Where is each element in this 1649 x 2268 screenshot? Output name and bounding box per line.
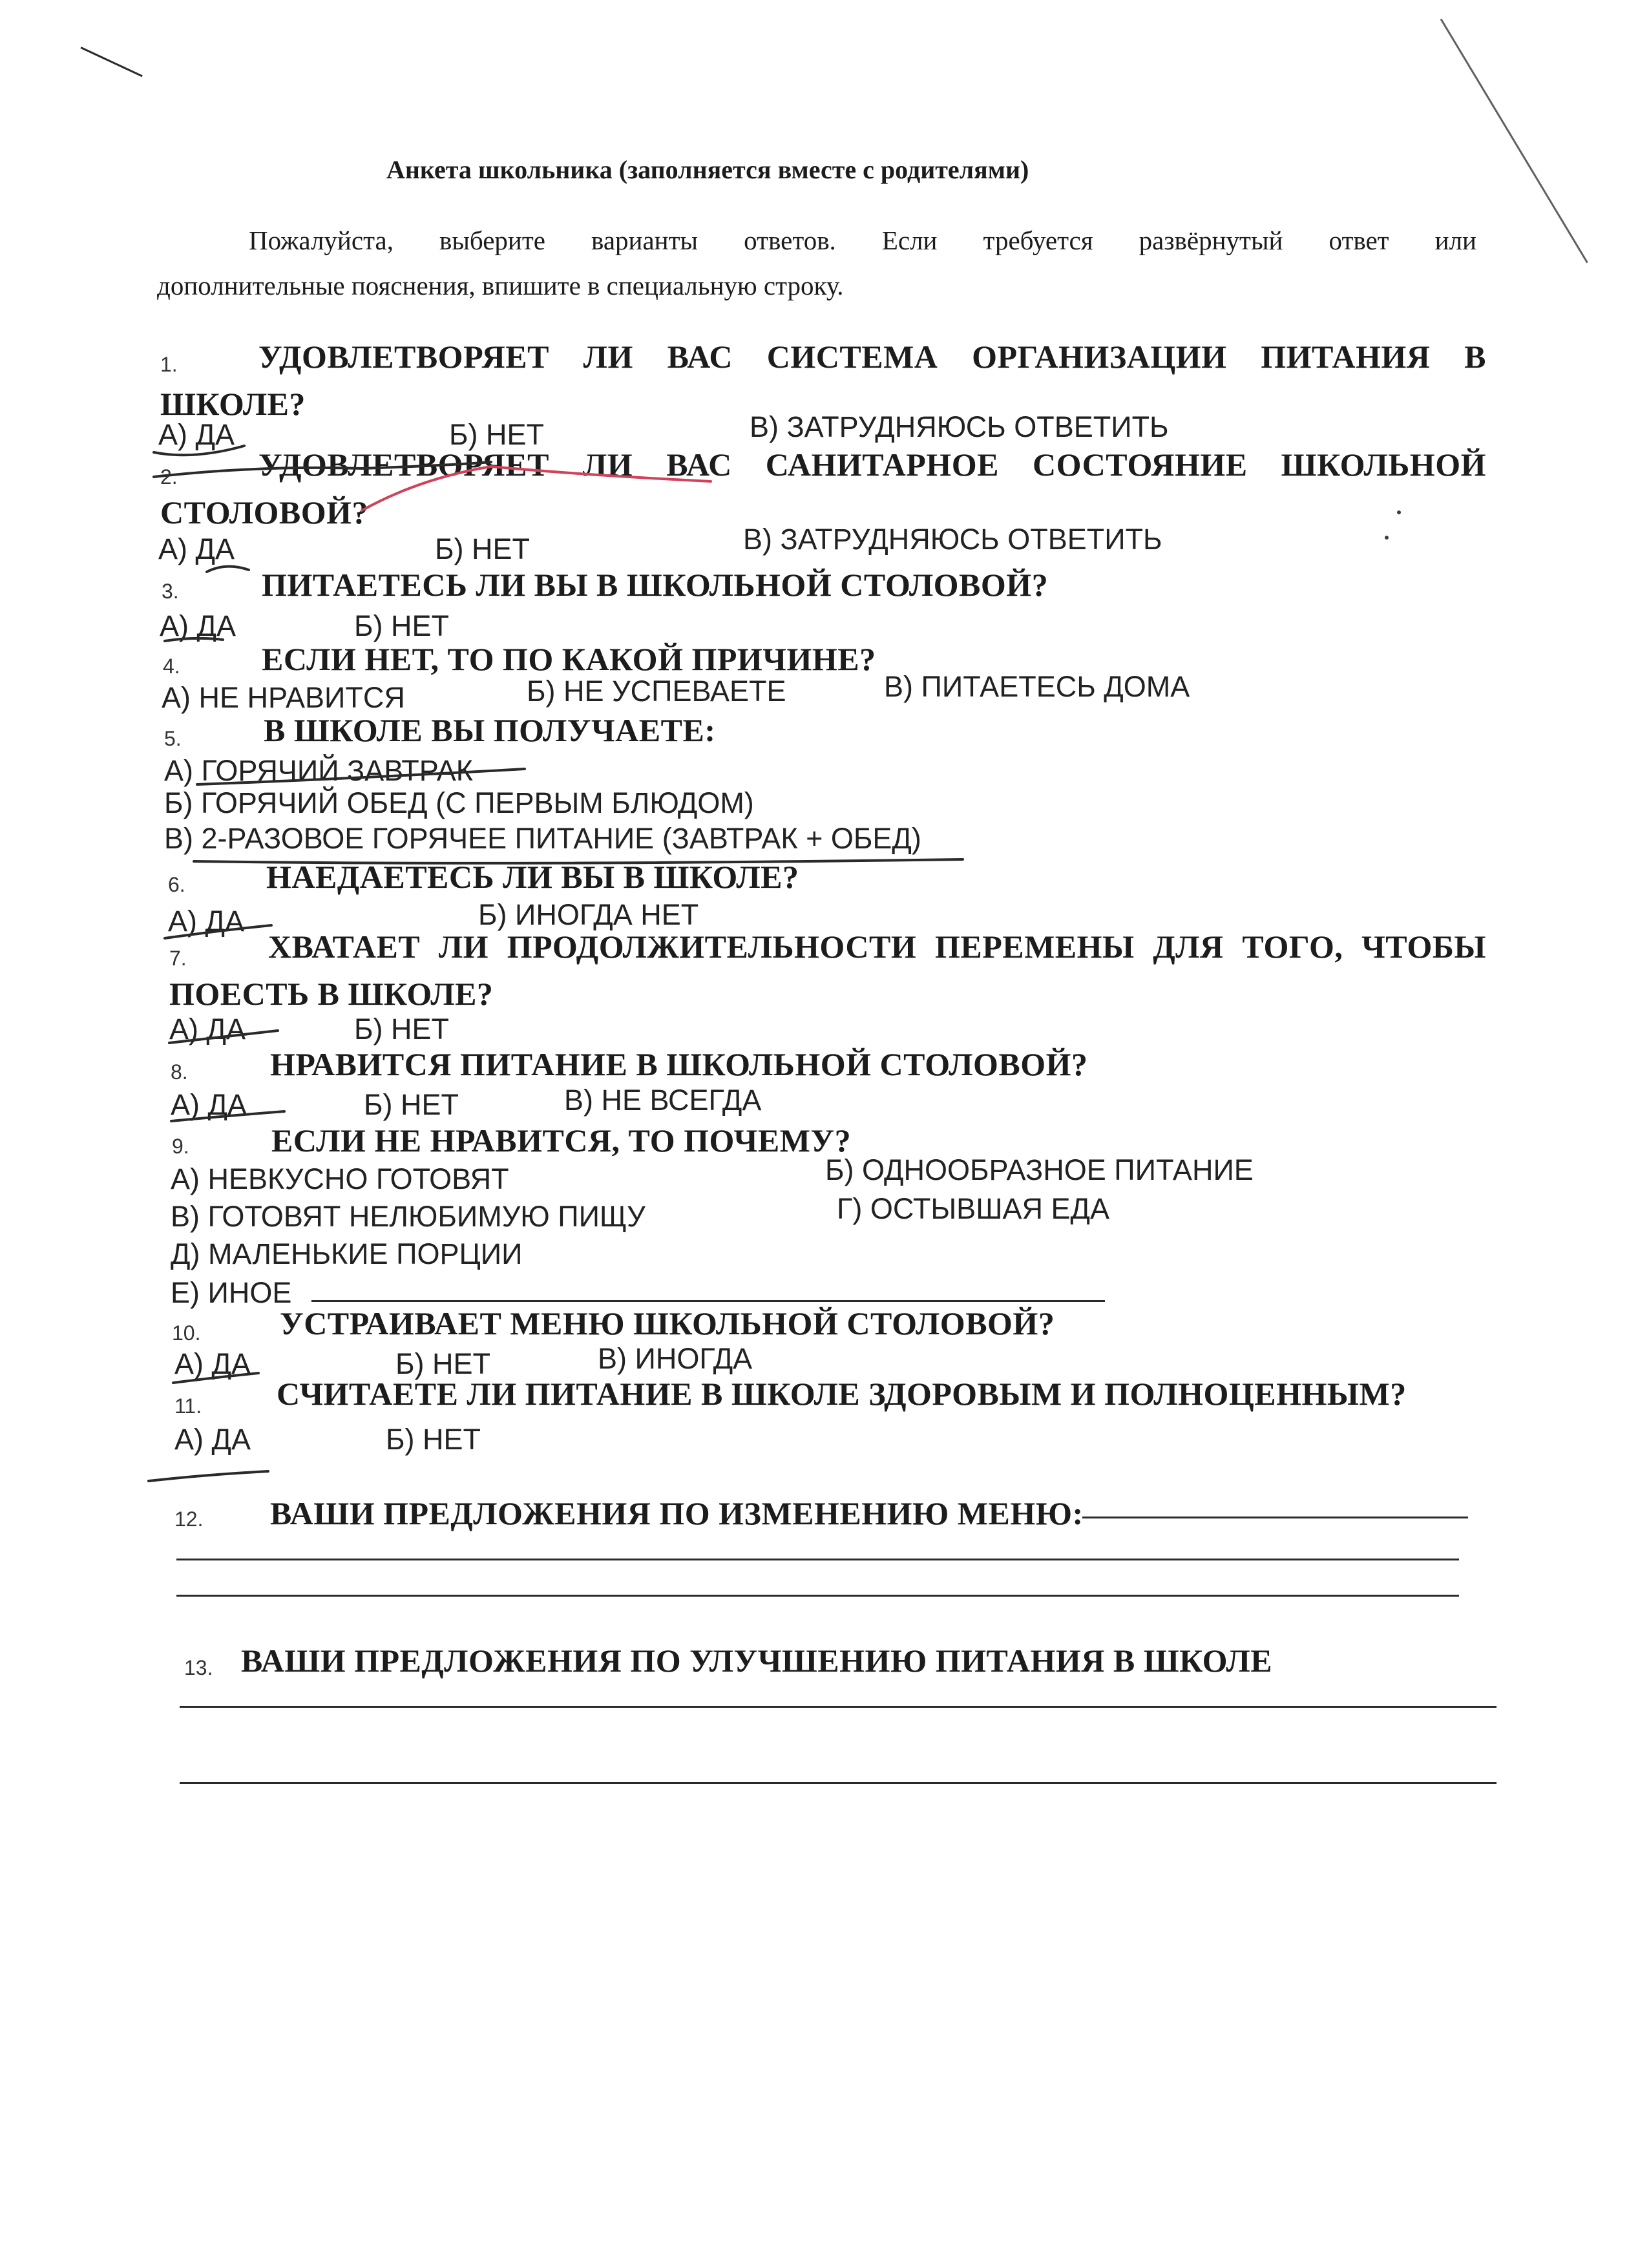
question-6-number: 6.: [168, 873, 185, 896]
question-11-text: СЧИТАЕТЕ ЛИ ПИТАНИЕ В ШКОЛЕ ЗДОРОВЫМ И ПОЛНОЦЕННЫМ?: [277, 1376, 1407, 1412]
question-5-number: 5.: [164, 727, 182, 750]
question-9-text: ЕСЛИ НЕ НРАВИТСЯ, ТО ПОЧЕМУ?: [271, 1122, 852, 1159]
q1-option-b: Б) НЕТ: [449, 418, 545, 451]
question-12-number: 12.: [174, 1507, 204, 1531]
q2-option-a: А) ДА: [158, 532, 235, 565]
q9-option-e: Д) МАЛЕНЬКИЕ ПОРЦИИ: [171, 1237, 523, 1270]
q10-option-c: В) ИНОГДА: [598, 1342, 753, 1375]
question-7-text: ХВАТАЕТ ЛИ ПРОДОЛЖИТЕЛЬНОСТИ ПЕРЕМЕНЫ ДЛЯ ТОГО, ЧТОБЫ: [268, 929, 1486, 965]
q13-answer-line[interactable]: [180, 1706, 1497, 1708]
question-5-text: В ШКОЛЕ ВЫ ПОЛУЧАЕТЕ:: [264, 712, 716, 748]
question-2-number: 2.: [160, 465, 178, 488]
question-8-text: НРАВИТСЯ ПИТАНИЕ В ШКОЛЬНОЙ СТОЛОВОЙ?: [270, 1046, 1088, 1082]
q9-option-f: Е) ИНОЕ: [171, 1276, 292, 1309]
q9-other-answer-line[interactable]: [311, 1300, 1105, 1302]
q7-option-a: А) ДА: [169, 1013, 246, 1045]
question-3-number: 3.: [162, 580, 179, 603]
q1-option-a: А) ДА: [158, 418, 235, 451]
q4-option-b: Б) НЕ УСПЕВАЕТЕ: [527, 675, 786, 708]
scan-artifact-line: [80, 47, 142, 77]
question-1-text-cont: ШКОЛЕ?: [160, 386, 306, 422]
q13-answer-line[interactable]: [180, 1782, 1497, 1784]
q12-answer-line[interactable]: [176, 1595, 1459, 1597]
q2-option-c: В) ЗАТРУДНЯЮСЬ ОТВЕТИТЬ: [743, 523, 1162, 556]
q4-option-c: В) ПИТАЕТЕСЬ ДОМА: [884, 670, 1190, 703]
q5-option-c: В) 2-РАЗОВОЕ ГОРЯЧЕЕ ПИТАНИЕ (ЗАВТРАК + ОБЕД): [164, 822, 921, 855]
q2-option-b: Б) НЕТ: [435, 532, 530, 565]
question-8-number: 8.: [171, 1060, 188, 1084]
question-6-text: НАЕДАЕТЕСЬ ЛИ ВЫ В ШКОЛЕ?: [266, 859, 799, 895]
q9-option-c: В) ГОТОВЯТ НЕЛЮБИМУЮ ПИЩУ: [171, 1200, 646, 1233]
q9-option-b: Б) ОДНООБРАЗНОЕ ПИТАНИЕ: [825, 1153, 1254, 1186]
question-10-number: 10.: [172, 1321, 201, 1345]
q3-option-a: А) ДА: [160, 609, 236, 642]
q1-option-c: В) ЗАТРУДНЯЮСЬ ОТВЕТИТЬ: [750, 410, 1169, 443]
q4-option-a: А) НЕ НРАВИТСЯ: [162, 681, 405, 714]
q11-option-b: Б) НЕТ: [386, 1423, 481, 1456]
question-7-number: 7.: [169, 947, 187, 970]
intro-text-line1: Пожалуйста, выберите варианты ответов. Если требуется развёрнутый ответ или: [249, 226, 1476, 255]
q11-answer-underline: [149, 1471, 268, 1481]
question-4-text: ЕСЛИ НЕТ, ТО ПО КАКОЙ ПРИЧИНЕ?: [262, 641, 876, 677]
q11-option-a: А) ДА: [174, 1423, 251, 1456]
question-12-text: ВАШИ ПРЕДЛОЖЕНИЯ ПО ИЗМЕНЕНИЮ МЕНЮ:: [270, 1495, 1084, 1531]
q8-option-b: Б) НЕТ: [364, 1088, 459, 1121]
q9-option-a: А) НЕВКУСНО ГОТОВЯТ: [171, 1162, 509, 1195]
question-9-number: 9.: [172, 1135, 189, 1158]
question-2-text: УДОВЛЕТВОРЯЕТ ЛИ ВАС САНИТАРНОЕ СОСТОЯНИЕ ШКОЛЬНОЙ: [258, 446, 1486, 483]
question-7-text-cont: ПОЕСТЬ В ШКОЛЕ?: [169, 976, 494, 1012]
q3-option-b: Б) НЕТ: [354, 609, 450, 642]
question-2-text-cont: СТОЛОВОЙ?: [160, 494, 368, 530]
intro-text-line2: дополнительные пояснения, впишите в специальную строку.: [157, 271, 844, 300]
q8-option-a: А) ДА: [171, 1088, 247, 1121]
q12-answer-line[interactable]: [1082, 1517, 1468, 1518]
q10-option-b: Б) НЕТ: [395, 1347, 491, 1380]
page-title: Анкета школьника (заполняется вместе с родителями): [386, 155, 1029, 184]
question-13-text: ВАШИ ПРЕДЛОЖЕНИЯ ПО УЛУЧШЕНИЮ ПИТАНИЯ В ШКОЛЕ: [241, 1643, 1273, 1679]
question-10-text: УСТРАИВАЕТ МЕНЮ ШКОЛЬНОЙ СТОЛОВОЙ?: [280, 1305, 1055, 1341]
q6-option-a: А) ДА: [168, 905, 244, 938]
question-4-number: 4.: [163, 655, 180, 678]
question-1-text: УДОВЛЕТВОРЯЕТ ЛИ ВАС СИСТЕМА ОРГАНИЗАЦИИ ПИТАНИЯ В: [258, 339, 1486, 375]
q10-option-a: А) ДА: [174, 1347, 251, 1380]
q6-option-b: Б) ИНОГДА НЕТ: [478, 898, 699, 931]
question-1-number: 1.: [160, 353, 178, 376]
q3-answer-underline: [207, 567, 249, 572]
q12-answer-line[interactable]: [176, 1559, 1459, 1560]
question-13-number: 13.: [184, 1656, 213, 1679]
question-3-text: ПИТАЕТЕСЬ ЛИ ВЫ В ШКОЛЬНОЙ СТОЛОВОЙ?: [262, 567, 1049, 603]
q5-option-a: А) ГОРЯЧИЙ ЗАВТРАК: [164, 754, 473, 787]
q9-option-d: Г) ОСТЫВШАЯ ЕДА: [837, 1192, 1109, 1225]
q7-option-b: Б) НЕТ: [354, 1013, 450, 1045]
q5-option-b: Б) ГОРЯЧИЙ ОБЕД (С ПЕРВЫМ БЛЮДОМ): [164, 786, 754, 819]
q8-option-c: В) НЕ ВСЕГДА: [564, 1084, 762, 1117]
question-11-number: 11.: [174, 1394, 202, 1418]
